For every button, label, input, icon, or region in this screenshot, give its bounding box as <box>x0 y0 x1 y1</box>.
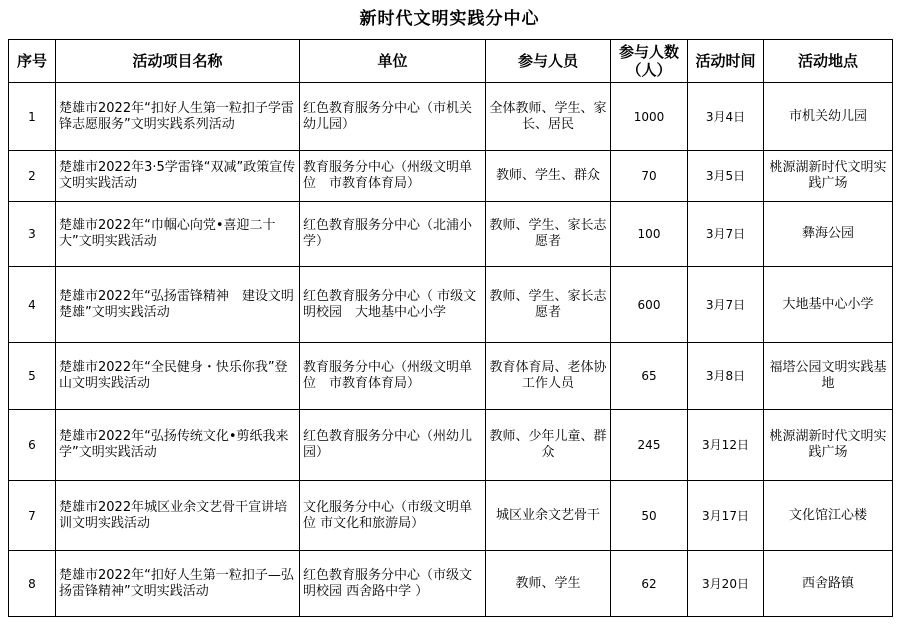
cell-time: 3月20日 <box>688 551 764 617</box>
cell-time: 3月8日 <box>688 343 764 410</box>
cell-num: 4 <box>9 267 56 343</box>
cell-place: 市机关幼儿园 <box>764 83 893 151</box>
cell-unit: 红色教育服务分中心（市机关幼儿园） <box>300 83 486 151</box>
cell-count: 600 <box>611 267 688 343</box>
header-unit: 单位 <box>300 40 486 83</box>
cell-time: 3月7日 <box>688 202 764 267</box>
cell-time: 3月4日 <box>688 83 764 151</box>
cell-people: 教师、少年儿童、群众 <box>486 410 611 481</box>
cell-unit: 红色教育服务分中心（ 市级文明校园 大地基中心小学 <box>300 267 486 343</box>
activity-table <box>8 39 893 617</box>
cell-name: 楚雄市2022年“弘扬雷锋精神 建设文明楚雄”文明实践活动 <box>56 267 300 343</box>
cell-name: 楚雄市2022年城区业余文艺骨干宣讲培训文明实践活动 <box>56 481 300 551</box>
cell-people: 教师、学生、群众 <box>486 151 611 202</box>
table-row <box>9 202 893 267</box>
cell-unit: 教育服务分中心（州级文明单位 市教育体育局） <box>300 343 486 410</box>
header-time: 活动时间 <box>688 40 764 83</box>
cell-name: 楚雄市2022年3·5学雷锋“双减”政策宣传文明实践活动 <box>56 151 300 202</box>
cell-time: 3月5日 <box>688 151 764 202</box>
cell-unit: 文化服务分中心（市级文明单位 市文化和旅游局） <box>300 481 486 551</box>
cell-people: 教师、学生、家长志愿者 <box>486 202 611 267</box>
cell-count: 65 <box>611 343 688 410</box>
cell-count: 62 <box>611 551 688 617</box>
cell-count: 100 <box>611 202 688 267</box>
cell-people: 全体教师、学生、家长、居民 <box>486 83 611 151</box>
table-row <box>9 267 893 343</box>
cell-people: 教师、学生、家长志愿者 <box>486 267 611 343</box>
cell-unit: 红色教育服务分中心（市级文明校园 西舍路中学 ） <box>300 551 486 617</box>
cell-count: 1000 <box>611 83 688 151</box>
cell-time: 3月17日 <box>688 481 764 551</box>
cell-place: 桃源湖新时代文明实践广场 <box>764 151 893 202</box>
cell-place: 大地基中心小学 <box>764 267 893 343</box>
header-place: 活动地点 <box>764 40 893 83</box>
table-row <box>9 551 893 617</box>
header-num: 序号 <box>9 40 56 83</box>
table-row <box>9 151 893 202</box>
cell-count: 70 <box>611 151 688 202</box>
cell-num: 5 <box>9 343 56 410</box>
cell-people: 教师、学生 <box>486 551 611 617</box>
table-header-row <box>9 40 893 83</box>
table-row <box>9 410 893 481</box>
cell-count: 50 <box>611 481 688 551</box>
cell-place: 西舍路镇 <box>764 551 893 617</box>
cell-time: 3月7日 <box>688 267 764 343</box>
cell-name: 楚雄市2022年“扣好人生第一粒扣子学雷锋志愿服务”文明实践系列活动 <box>56 83 300 151</box>
cell-people: 城区业余文艺骨干 <box>486 481 611 551</box>
cell-unit: 红色教育服务分中心（州幼儿园） <box>300 410 486 481</box>
cell-num: 7 <box>9 481 56 551</box>
cell-num: 1 <box>9 83 56 151</box>
table-row <box>9 83 893 151</box>
cell-place: 彝海公园 <box>764 202 893 267</box>
cell-unit: 教育服务分中心（州级文明单位 市教育体育局） <box>300 151 486 202</box>
cell-name: 楚雄市2022年“扣好人生第一粒扣子—弘扬雷锋精神”文明实践活动 <box>56 551 300 617</box>
cell-count: 245 <box>611 410 688 481</box>
header-people: 参与人员 <box>486 40 611 83</box>
cell-place: 桃源湖新时代文明实践广场 <box>764 410 893 481</box>
cell-name: 楚雄市2022年“弘扬传统文化•剪纸我来学”文明实践活动 <box>56 410 300 481</box>
cell-num: 2 <box>9 151 56 202</box>
cell-people: 教育体育局、老体协工作人员 <box>486 343 611 410</box>
cell-name: 楚雄市2022年“全民健身・快乐你我”登山文明实践活动 <box>56 343 300 410</box>
cell-place: 文化馆江心楼 <box>764 481 893 551</box>
cell-unit: 红色教育服务分中心（北浦小学） <box>300 202 486 267</box>
cell-num: 8 <box>9 551 56 617</box>
cell-num: 3 <box>9 202 56 267</box>
cell-time: 3月12日 <box>688 410 764 481</box>
table-row <box>9 481 893 551</box>
header-name: 活动项目名称 <box>56 40 300 83</box>
page-title: 新时代文明实践分中心 <box>359 9 540 29</box>
header-count: 参与人数（人） <box>611 40 688 83</box>
table-row <box>9 343 893 410</box>
cell-num: 6 <box>9 410 56 481</box>
cell-name: 楚雄市2022年“巾帼心向党•喜迎二十大”文明实践活动 <box>56 202 300 267</box>
cell-place: 福塔公园文明实践基地 <box>764 343 893 410</box>
